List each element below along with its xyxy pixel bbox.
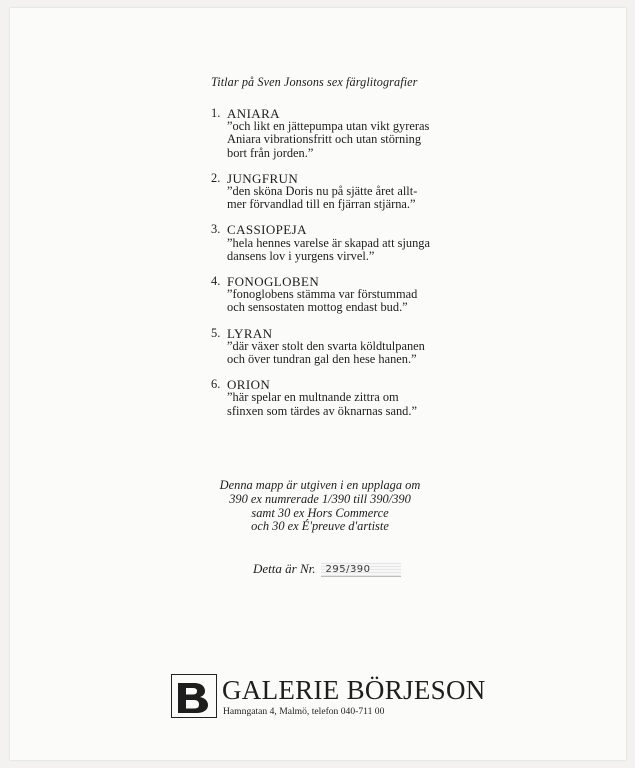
quote-line: ”där växer stolt den svarta köldtulpanen xyxy=(227,338,425,353)
quote-line: ”och likt en jättepumpa utan vikt gyreras xyxy=(227,119,430,134)
document-sheet xyxy=(10,8,626,760)
edition-line: och 30 ex É'preuve d'artiste xyxy=(251,519,389,534)
quote-line: ”den sköna Doris nu på sjätte året allt- xyxy=(227,184,418,199)
title-item xyxy=(211,378,451,418)
title-name: LYRAN xyxy=(227,325,273,341)
edition-number-line xyxy=(253,561,401,577)
quote-line: mer förvandlad till en fjärran stjärna.” xyxy=(227,197,416,212)
gallery-logo xyxy=(171,674,217,718)
title-quote xyxy=(227,237,451,263)
quote-line: och över tundran gal den hese hanen.” xyxy=(227,352,417,367)
gallery-name: GALERIE BÖRJESON xyxy=(222,675,486,705)
title-name: ORION xyxy=(227,377,271,393)
edition-line: samt 30 ex Hors Commerce xyxy=(251,505,389,520)
quote-line: dansens lov i yurgens virvel.” xyxy=(227,248,375,263)
title-item xyxy=(211,223,451,263)
quote-line: ”hela hennes varelse är skapad att sjunga xyxy=(227,235,430,250)
quote-line: och sensostaten mottog endast bud.” xyxy=(227,300,408,315)
title-quote xyxy=(227,391,451,417)
title-number: 1. xyxy=(211,106,221,120)
title-list xyxy=(211,107,451,430)
title-number: 5. xyxy=(211,325,221,340)
handwritten-number: 295/390 xyxy=(321,562,401,577)
title-quote xyxy=(227,288,451,314)
title-item xyxy=(211,107,451,160)
quote-line: ”här spelar en multnande zittra om xyxy=(227,390,399,405)
title-item xyxy=(211,275,451,315)
edition-statement xyxy=(200,479,440,534)
title-quote xyxy=(227,340,451,366)
quote-line: bort från jorden.” xyxy=(227,145,314,160)
edition-line: 390 ex numrerade 1/390 till 390/390 xyxy=(229,491,411,506)
quote-line: sfinxen som tärdes av öknarnas sand.” xyxy=(227,403,417,418)
page-heading: Titlar på Sven Jonsons sex färglitografier xyxy=(211,75,418,89)
quote-line: ”fonoglobens stämma var förstummad xyxy=(227,287,418,302)
title-quote xyxy=(227,120,451,160)
title-name: CASSIOPEJA xyxy=(227,222,307,238)
title-quote xyxy=(227,185,451,211)
title-number: 6. xyxy=(211,377,221,392)
title-item xyxy=(211,327,451,367)
title-number: 3. xyxy=(211,222,221,237)
gallery-address: Hamngatan 4, Malmö, telefon 040-711 00 xyxy=(223,706,385,717)
quote-line: Aniara vibrationsfritt och utan störning xyxy=(227,132,422,147)
title-number: 2. xyxy=(211,170,221,185)
edition-line: Denna mapp är utgiven i en upplaga om xyxy=(219,478,421,492)
title-item xyxy=(211,172,451,212)
title-number: 4. xyxy=(211,274,221,289)
title-name: FONOGLOBEN xyxy=(227,274,320,290)
title-name: JUNGFRUN xyxy=(227,170,299,186)
number-label: Detta är Nr. xyxy=(253,561,316,576)
title-name: ANIARA xyxy=(227,106,280,121)
logo-b-icon xyxy=(172,675,216,717)
